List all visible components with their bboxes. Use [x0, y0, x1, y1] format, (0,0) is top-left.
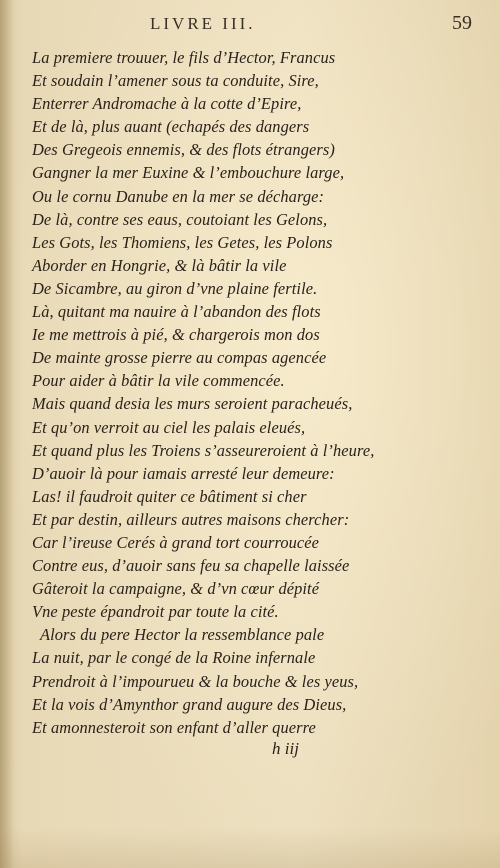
verse-line: Gangner la mer Euxine & l’embouchure large, — [32, 163, 345, 183]
verse-line: Là, quitant ma nauire à l’abandon des flots — [32, 302, 321, 322]
verse-line: Enterrer Andromache à la cotte d’Epire, — [32, 94, 302, 114]
verse-line: Et qu’on verroit au ciel les palais eleués, — [32, 417, 306, 437]
verse-line: De là, contre ses eaus, coutoiant les Gelons, — [32, 209, 328, 229]
verse-line: Las! il faudroit quiter ce bâtiment si cher — [32, 486, 307, 506]
verse-line: Contre eus, d’auoir sans feu sa chapelle laissée — [32, 556, 350, 576]
verse-line: Gâteroit la campaigne, & d’vn cœur dépité — [32, 579, 320, 599]
verse-line: Et quand plus les Troiens s’asseureroient à l’heure, — [32, 440, 375, 460]
verse-line: Des Gregeois ennemis, & des flots étrangers) — [32, 140, 335, 160]
verse-line: La nuit, par le congé de la Roine infernale — [32, 648, 316, 668]
page-number: 59 — [452, 12, 472, 34]
verse-line: Alors du pere Hector la ressemblance pale — [40, 625, 325, 645]
page-header — [0, 12, 500, 40]
page-bottom-tone — [0, 828, 500, 868]
verse-line: De mainte grosse pierre au compas agencée — [32, 348, 327, 368]
running-head: LIVRE III. — [150, 14, 256, 33]
verse-line: Les Gots, les Thomiens, les Getes, les Polons — [32, 232, 333, 252]
verse-line: Mais quand desia les murs seroient paracheués, — [32, 394, 353, 414]
verse-line: La premiere trouuer, le fils d’Hector, Francus — [32, 48, 336, 67]
signature-mark: h iij — [272, 739, 299, 758]
verse-line: Et soudain l’amener sous ta conduite, Sire, — [32, 71, 319, 91]
verse-line: Prendroit à l’impourueu & la bouche & les yeus, — [32, 671, 359, 691]
verse-line: De Sicambre, au giron d’vne plaine fertile. — [32, 278, 318, 298]
verse-line: Car l’ireuse Cerés à grand tort courroucée — [32, 532, 320, 552]
verse-line: Et de là, plus auant (echapés des dangers — [32, 117, 310, 137]
verse-line: Et amonnesteroit son enfant d’aller querre — [32, 717, 316, 737]
verse-line: Vne peste épandroit par toute la cité. — [32, 602, 279, 622]
verse-line: Et par destin, ailleurs autres maisons chercher: — [32, 509, 350, 529]
page-gutter-shadow — [0, 0, 14, 868]
verse-line: Ie me mettrois à pié, & chargerois mon dos — [32, 325, 320, 345]
verse-line: D’auoir là pour iamais arresté leur demeure: — [32, 463, 335, 483]
verse-line: Aborder en Hongrie, & là bâtir la vile — [32, 255, 287, 275]
verse-line: Pour aider à bâtir la vile commencée. — [32, 371, 285, 391]
verse-block — [32, 46, 374, 739]
verse-line: Et la vois d’Amynthor grand augure des Dieus, — [32, 694, 347, 714]
verse-line: Ou le cornu Danube en la mer se décharge: — [32, 186, 325, 206]
